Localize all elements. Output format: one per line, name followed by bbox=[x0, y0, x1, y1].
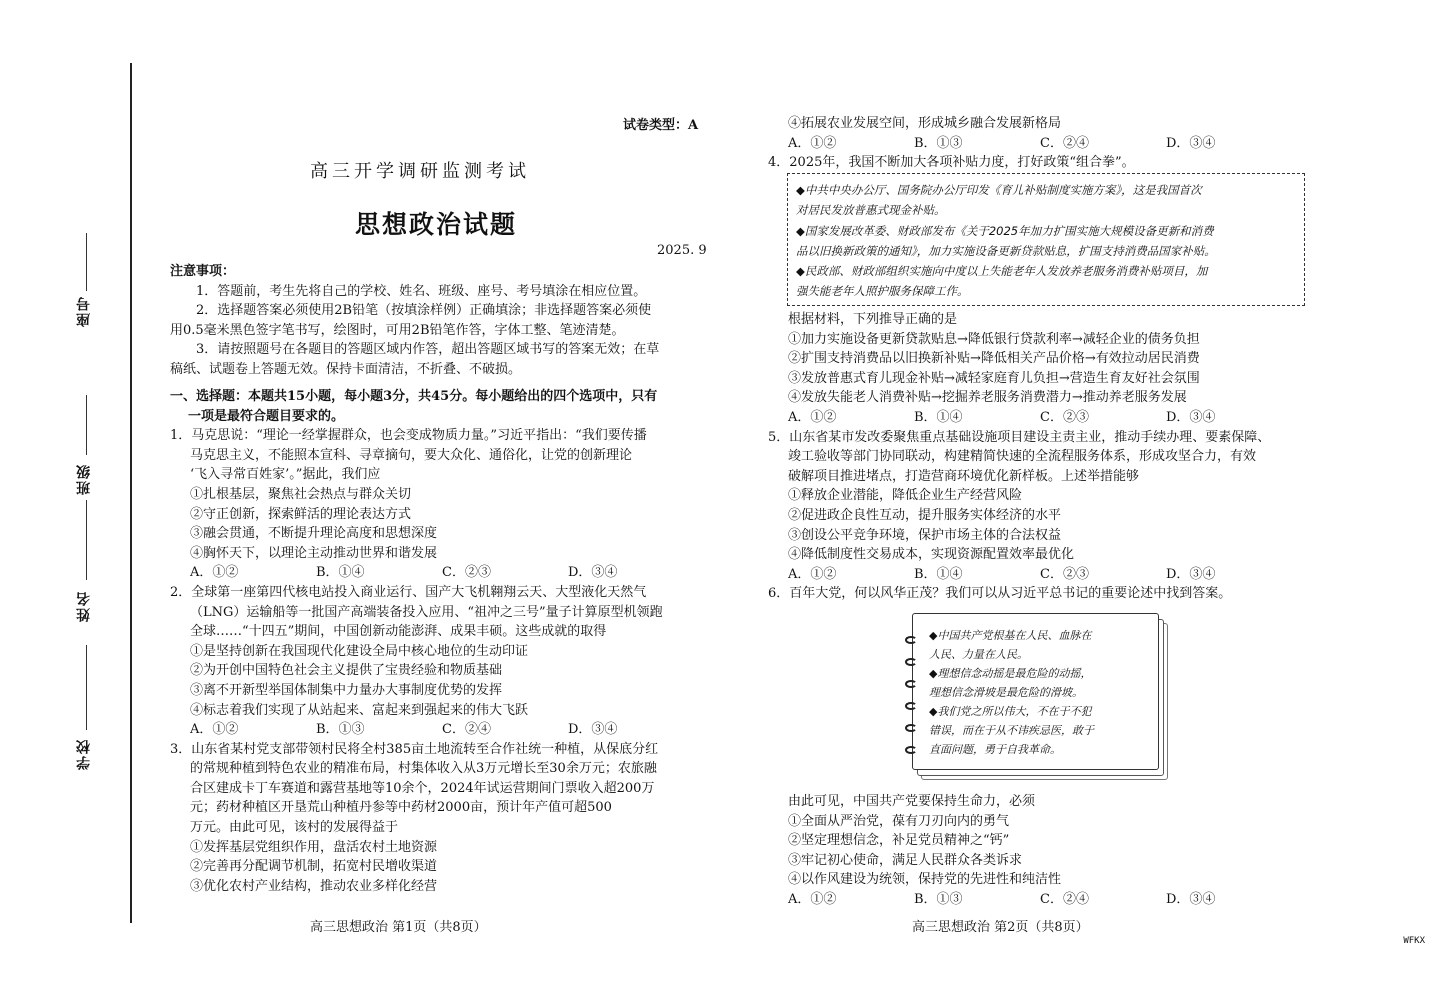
q4-material-box bbox=[787, 173, 1305, 306]
q2-options bbox=[170, 720, 710, 740]
q5-item: ④降低制度性交易成本，实现资源配置效率最优化 bbox=[788, 547, 1075, 563]
option-c[interactable]: C．②④ bbox=[1040, 891, 1089, 907]
q4-material-line: ◆民政部、财政部组织实施向中度以上失能老年人发放养老服务消费补贴项目，加 bbox=[796, 264, 1208, 279]
option-d[interactable]: D．③④ bbox=[1166, 566, 1216, 582]
option-a[interactable]: A．①② bbox=[788, 135, 837, 151]
q2-item: ④标志着我们实现了从站起来、富起来到强起来的伟大飞跃 bbox=[190, 702, 529, 718]
right-column-top bbox=[768, 114, 1328, 173]
option-d[interactable]: D．③④ bbox=[1166, 135, 1216, 151]
q2-item: ①是坚持创新在我国现代化建设全局中核心地位的生动印证 bbox=[190, 643, 529, 659]
option-c[interactable]: C．②④ bbox=[1040, 135, 1089, 151]
notebook-line: 人民、力量在人民。 bbox=[929, 648, 1028, 661]
left-column-questions bbox=[170, 387, 710, 896]
notebook-ring-icon bbox=[905, 702, 917, 710]
note-item: 稿纸、试题卷上答题无效。保持卡面清洁，不折叠、不破损。 bbox=[170, 361, 522, 377]
notebook-ring-icon bbox=[905, 658, 917, 666]
class-label: 班级 bbox=[76, 463, 92, 495]
q2-stem: 2．全球第一座第四代核电站投入商业运行、国产大飞机翱翔云天、大型液化天然气 bbox=[170, 584, 647, 600]
right-column-bottom bbox=[768, 792, 1328, 910]
notebook-front-page bbox=[912, 613, 1159, 770]
q2-item: ③离不开新型举国体制集中力量办大事制度优势的发挥 bbox=[190, 682, 503, 698]
option-b[interactable]: B．①③ bbox=[914, 135, 963, 151]
q3-item: ④拓展农业发展空间，形成城乡融合发展新格局 bbox=[788, 116, 1062, 131]
q5-stem: 5．山东省某市发改委聚焦重点基础设施项目建设主责主业，推动手续办理、要素保障、 bbox=[768, 429, 1271, 445]
subject-title: 思想政治试题 bbox=[355, 210, 518, 239]
q4-lead: 根据材料，下列推导正确的是 bbox=[788, 312, 958, 327]
notebook-ring-icon bbox=[905, 680, 917, 688]
q6-item: ④以作风建设为统领，保持党的先进性和纯洁性 bbox=[788, 872, 1062, 888]
paper-type: 试卷类型：A bbox=[623, 118, 699, 133]
q5-item: ①释放企业潜能，降低企业生产经营风险 bbox=[788, 488, 1023, 504]
option-a[interactable]: A．①② bbox=[190, 565, 239, 581]
exam-date: 2025. 9 bbox=[657, 243, 707, 258]
notebook-line: 直面问题，勇于自我革命。 bbox=[929, 743, 1061, 756]
note-item: 2．选择题答案必须使用2B铅笔（按填涂样例）正确填涂；非选择题答案必须使 bbox=[196, 303, 652, 319]
q6-stem: 6．百年大党，何以风华正茂？我们可以从习近平总书记的重要论述中找到答案。 bbox=[768, 586, 1232, 602]
school-blank[interactable] bbox=[86, 645, 87, 730]
q3-stem: 元；药材种植区开垦荒山种植丹参等中药材2000亩，预计年产值可超500 bbox=[190, 800, 612, 816]
option-a[interactable]: A．①② bbox=[788, 566, 837, 582]
q4-options bbox=[768, 408, 1328, 428]
option-c[interactable]: C．②③ bbox=[1040, 566, 1089, 582]
notebook-line: ◆中国共产党根基在人民、血脉在 bbox=[929, 629, 1092, 642]
option-d[interactable]: D．③④ bbox=[568, 722, 618, 738]
class-blank[interactable] bbox=[86, 395, 87, 455]
q4-item: ②扩围支持消费品以旧换新补贴→降低相关产品价格→有效拉动居民消费 bbox=[788, 351, 1200, 367]
option-b[interactable]: B．①③ bbox=[914, 891, 963, 907]
option-d[interactable]: D．③④ bbox=[568, 565, 618, 581]
q2-item: ②为开创中国特色社会主义提供了宝贵经验和物质基础 bbox=[190, 663, 503, 679]
notebook-line: 理想信念滑坡是最危险的滑坡。 bbox=[929, 686, 1083, 699]
option-c[interactable]: C．②③ bbox=[442, 565, 491, 581]
q3-item: ①发挥基层党组织作用，盘活农村土地资源 bbox=[190, 839, 438, 855]
seat-blank[interactable] bbox=[86, 233, 87, 291]
q5-options bbox=[768, 565, 1328, 585]
q1-stem: 1．马克思说：“理论一经掌握群众，也会变成物质力量。”习近平指出：“我们要传播 bbox=[170, 428, 647, 444]
q1-item: ④胸怀天下，以理论主动推动世界和谐发展 bbox=[190, 545, 438, 561]
q1-item: ③融会贯通，不断提升理论高度和思想深度 bbox=[190, 526, 438, 542]
q4-item: ①加力实施设备更新贷款贴息→降低银行贷款利率→减轻企业的债务负担 bbox=[788, 331, 1200, 347]
q4-item: ③发放普惠式育儿现金补贴→减轻家庭育儿负担→营造生育友好社会氛围 bbox=[788, 370, 1200, 386]
right-column-mid bbox=[768, 310, 1328, 604]
name-blank[interactable] bbox=[86, 500, 87, 580]
q3-item: ②完善再分配调节机制，拓宽村民增收渠道 bbox=[190, 859, 438, 875]
q4-material-line: 对居民发放普惠式现金补贴。 bbox=[796, 203, 946, 218]
option-a[interactable]: A．①② bbox=[788, 891, 837, 907]
q3-options bbox=[768, 134, 1328, 154]
option-c[interactable]: C．②③ bbox=[1040, 409, 1089, 425]
q2-stem: （LNG）运输船等一批国产高端装备投入应用、“祖冲之三号”量子计算原型机领跑 bbox=[190, 604, 663, 620]
q5-stem: 竣工验收等部门协同联动，构建精简快速的全流程服务体系，形成攻坚合力，有效 bbox=[788, 449, 1257, 465]
q4-material-line: 强失能老年人照护服务保障工作。 bbox=[796, 284, 969, 299]
note-item: 用0.5毫米黑色签字笔书写，绘图时，可用2B铅笔作答，字体工整、笔迹清楚。 bbox=[170, 322, 625, 338]
q3-stem: 3．山东省某村党支部带领村民将全村385亩土地流转至合作社统一种植，从保底分红 bbox=[170, 741, 659, 757]
notebook-line: ◆理想信念动摇是最危险的动摇， bbox=[929, 667, 1092, 680]
option-b[interactable]: B．①③ bbox=[316, 722, 365, 738]
seat-label: 座号 bbox=[76, 295, 92, 327]
option-d[interactable]: D．③④ bbox=[1166, 409, 1216, 425]
school-label: 学校 bbox=[76, 738, 92, 770]
q5-item: ③创设公平竞争环境，保护市场主体的合法权益 bbox=[788, 527, 1062, 543]
q6-item: ③牢记初心使命，满足人民群众各类诉求 bbox=[788, 852, 1023, 868]
q4-material-line: ◆中共中央办公厅、国务院办公厅印发《育儿补贴制度实施方案》，这是我国首次 bbox=[796, 183, 1202, 197]
q3-stem: 合区建成卡丁车赛道和露营基地等10余个，2024年试运营期间门票收入超200万 bbox=[190, 780, 655, 796]
q1-stem: 马克思主义，不能照本宣科、寻章摘句，要大众化、通俗化，让党的创新理论 bbox=[190, 447, 633, 463]
option-c[interactable]: C．②④ bbox=[442, 722, 491, 738]
q1-stem: ‘飞入寻常百姓家’。”据此，我们应 bbox=[190, 467, 381, 483]
note-item: 3．请按照题号在各题目的答题区域内作答，超出答题区域书写的答案无效；在草 bbox=[196, 342, 660, 358]
left-column bbox=[170, 262, 710, 380]
q6-item: ①全面从严治党，葆有刀刃向内的勇气 bbox=[788, 813, 1010, 829]
q1-item: ②守正创新，探索鲜活的理论表达方式 bbox=[190, 506, 412, 522]
q1-options bbox=[170, 563, 710, 583]
corner-mark: WFKX bbox=[1403, 936, 1425, 946]
notebook-ring-icon bbox=[905, 724, 917, 732]
page-footer-left: 高三思想政治 第1页（共8页） bbox=[310, 920, 487, 935]
q6-options bbox=[768, 890, 1328, 910]
q6-item: ②坚定理想信念，补足党员精神之“钙” bbox=[788, 833, 1010, 849]
section-heading: 一、选择题：本题共15小题，每小题3分，共45分。每小题给出的四个选项中，只有 bbox=[170, 389, 658, 404]
binding-line bbox=[130, 63, 132, 923]
q3-stem: 万元。由此可见，该村的发展得益于 bbox=[190, 820, 399, 836]
name-label: 姓名 bbox=[76, 590, 92, 622]
q4-item: ④发放失能老人消费补贴→挖掘养老服务消费潜力→推动养老服务发展 bbox=[788, 390, 1187, 406]
q4-material-line: ◆国家发展改革委、财政部发布《关于2025年加力扩围实施大规模设备更新和消费 bbox=[796, 223, 1214, 238]
note-item: 1．答题前，考生先将自己的学校、姓名、班级、座号、考号填涂在相应位置。 bbox=[196, 283, 647, 299]
option-a[interactable]: A．①② bbox=[190, 722, 239, 738]
notes-heading: 注意事项： bbox=[170, 264, 236, 279]
notebook-line: 错误，而在于从不讳疾忌医，敢于 bbox=[929, 724, 1094, 737]
option-b[interactable]: B．①④ bbox=[316, 565, 365, 581]
q4-material-line: 品以旧换新政策的通知》，加力实施设备更新贷款贴息，扩围支持消费品国家补贴。 bbox=[796, 243, 1216, 258]
exam-title: 高三开学调研监测考试 bbox=[310, 161, 530, 182]
q3-stem: 的常规种植到特色农业的精准布局，村集体收入从3万元增长至30余万元；农旅融 bbox=[190, 761, 657, 777]
q5-item: ②促进政企良性互动，提升服务实体经济的水平 bbox=[788, 507, 1062, 523]
section-heading-cont: 一项是最符合题目要求的。 bbox=[188, 408, 345, 424]
q6-lead: 由此可见，中国共产党要保持生命力，必须 bbox=[788, 794, 1036, 809]
q3-item: ③优化农村产业结构，推动农业多样化经营 bbox=[190, 878, 438, 894]
q6-notebook bbox=[912, 613, 1168, 780]
q1-item: ①扎根基层，聚焦社会热点与群众关切 bbox=[190, 486, 412, 502]
notebook-ring-icon bbox=[905, 746, 917, 754]
notebook-line: ◆我们党之所以伟大，不在于不犯 bbox=[929, 705, 1092, 718]
option-d[interactable]: D．③④ bbox=[1166, 891, 1216, 907]
notebook-text bbox=[929, 626, 1094, 759]
option-b[interactable]: B．①④ bbox=[914, 566, 963, 582]
option-a[interactable]: A．①② bbox=[788, 409, 837, 425]
q2-stem: 全球……“十四五”期间，中国创新动能澎湃、成果丰硕。这些成就的取得 bbox=[190, 624, 607, 640]
notebook-ring-icon bbox=[905, 636, 917, 644]
q5-stem: 破解项目推进堵点，打造营商环境优化新样板。上述举措能够 bbox=[788, 468, 1140, 484]
q4-stem: 4．2025年，我国不断加大各项补贴力度，打好政策“组合拳”。 bbox=[768, 155, 1135, 171]
option-b[interactable]: B．①④ bbox=[914, 409, 963, 425]
page-footer-right: 高三思想政治 第2页（共8页） bbox=[912, 920, 1089, 935]
